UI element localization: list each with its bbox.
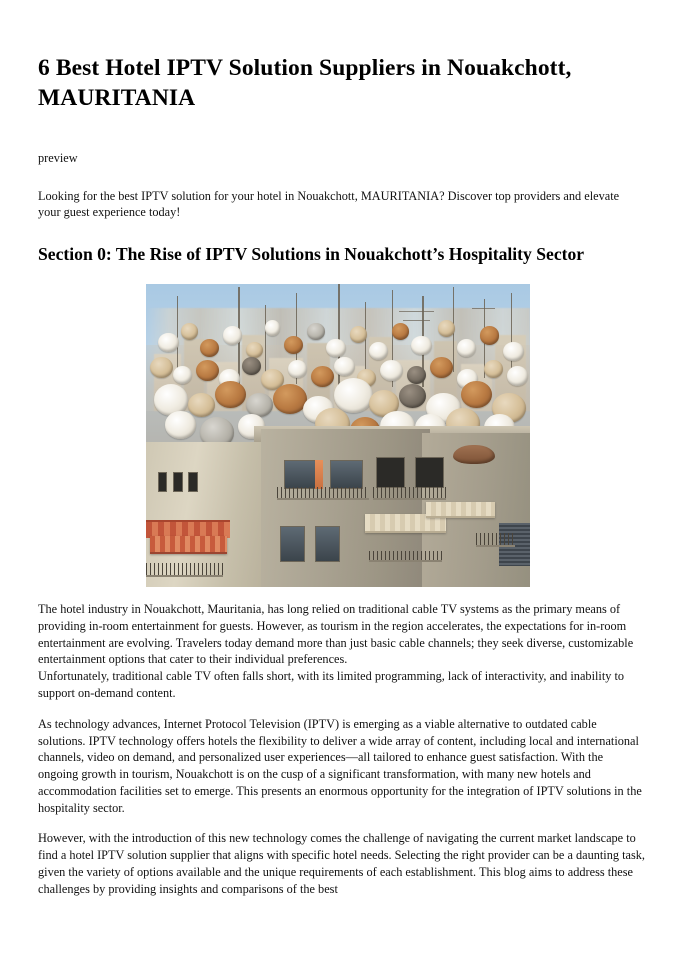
body-paragraph: The hotel industry in Nouakchott, Mauritania, has long relied on traditional cable TV systems as the primary means of providing in-room entertainment for guests. However, as tourism in the region accelerates, the expectations for in-room entertainment are evolving. Travelers today demand more than just basic cable channels; they seek diverse, customizable entertainment options that cater to their individual preferences. [38, 602, 634, 667]
rooftop-satellite-dishes-photo [146, 284, 530, 587]
preview-label: preview [38, 151, 78, 166]
photo-building-center [261, 429, 430, 587]
body-paragraph: Unfortunately, traditional cable TV often falls short, with its limited programming, lack of interactivity, and inability to support on-demand content. [38, 669, 625, 700]
intro-paragraph: Looking for the best IPTV solution for your hotel in Nouakchott, MAURITANIA? Discover top providers and elevate your guest experience today! [38, 188, 620, 220]
body-paragraph: As technology advances, Internet Protocol Television (IPTV) is emerging as a viable alternative to outdated cable solutions. IPTV technology offers hotels the flexibility to deliver a wide array of content, including local and international channels, video on demand, and personalized user experiences—all tailored to enhance guest satisfaction. With the ongoing growth in tourism, Nouakchott is on the cusp of a significant transformation, with many new hotels and accommodation facilities set to emerge. This presents an enormous opportunity for the integration of IPTV solutions in the hospitality sector. [38, 716, 642, 815]
body-paragraph: However, with the introduction of this new technology comes the challenge of navigating the current market landscape to find a hotel IPTV solution supplier that aligns with specific hotel needs. Selecting the right provider can be a daunting task, given the variety of options available and the unique requirements of each establishment. This blog aims to address these challenges by providing insights and comparisons of the best [38, 831, 645, 896]
figure-block [38, 266, 645, 587]
page-title: 6 Best Hotel IPTV Solution Suppliers in Nouakchott, MAURITANIA [38, 55, 572, 112]
section-heading: Section 0: The Rise of IPTV Solutions in Nouakchott’s Hospitality Sector [38, 244, 585, 265]
